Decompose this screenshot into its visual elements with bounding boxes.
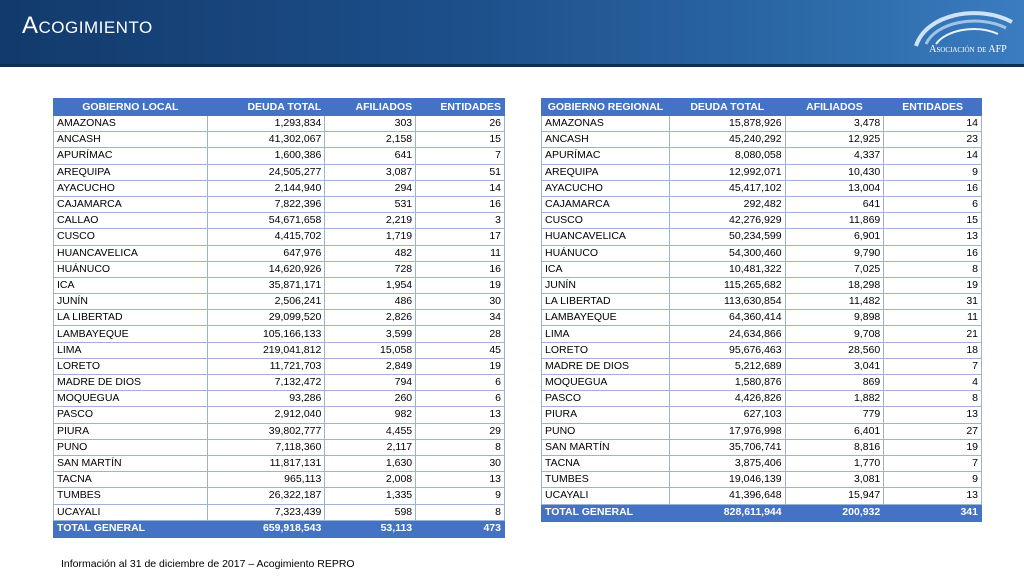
cell-entity: CAJAMARCA xyxy=(54,196,208,212)
cell-entity: LIMA xyxy=(54,342,208,358)
cell-affiliates: 869 xyxy=(785,375,884,391)
regional-table-body xyxy=(542,116,982,505)
cell-debt: 7,323,439 xyxy=(207,504,325,520)
table-row xyxy=(54,245,505,261)
cell-affiliates: 3,478 xyxy=(785,116,884,132)
cell-entity: HUANCAVELICA xyxy=(542,229,670,245)
cell-entities: 19 xyxy=(416,277,505,293)
table-row xyxy=(542,277,982,293)
cell-entity: HUÁNUCO xyxy=(54,261,208,277)
cell-entities: 29 xyxy=(416,423,505,439)
local-table-body xyxy=(54,116,505,521)
cell-debt: 7,132,472 xyxy=(207,375,325,391)
table-row xyxy=(54,277,505,293)
cell-entities: 34 xyxy=(416,310,505,326)
cell-entity: CAJAMARCA xyxy=(542,196,670,212)
column-header-debt: DEUDA TOTAL xyxy=(207,99,325,116)
table-row xyxy=(542,455,982,471)
total-row xyxy=(54,520,505,537)
cell-debt: 115,265,682 xyxy=(669,277,785,293)
table-header-row xyxy=(542,99,982,116)
cell-entities: 16 xyxy=(416,196,505,212)
table-header-row xyxy=(54,99,505,116)
cell-entity: TACNA xyxy=(54,472,208,488)
table-row xyxy=(54,116,505,132)
table-row xyxy=(542,439,982,455)
page-title: Acogimiento xyxy=(22,12,153,39)
table-row xyxy=(542,132,982,148)
cell-debt: 41,396,648 xyxy=(669,488,785,504)
table-row xyxy=(542,342,982,358)
cell-entities: 14 xyxy=(884,148,982,164)
cell-entity: ANCASH xyxy=(542,132,670,148)
cell-affiliates: 2,219 xyxy=(325,213,416,229)
cell-entity: LORETO xyxy=(54,358,208,374)
cell-entity: AREQUIPA xyxy=(542,164,670,180)
table-row xyxy=(54,358,505,374)
cell-entity: TUMBES xyxy=(54,488,208,504)
table-row xyxy=(54,455,505,471)
cell-affiliates: 4,455 xyxy=(325,423,416,439)
cell-debt: 24,634,866 xyxy=(669,326,785,342)
cell-entity: MADRE DE DIOS xyxy=(54,375,208,391)
cell-debt: 42,276,929 xyxy=(669,213,785,229)
cell-entities: 51 xyxy=(416,164,505,180)
column-header-entity: GOBIERNO REGIONAL xyxy=(542,99,670,116)
cell-entity: SAN MARTÍN xyxy=(54,455,208,471)
cell-entity: JUNÍN xyxy=(542,277,670,293)
table-row xyxy=(54,472,505,488)
cell-debt: 647,976 xyxy=(207,245,325,261)
cell-debt: 45,417,102 xyxy=(669,180,785,196)
table-row xyxy=(54,504,505,520)
header-bar xyxy=(0,0,1024,64)
cell-entity: UCAYALI xyxy=(54,504,208,520)
cell-entities: 17 xyxy=(416,229,505,245)
table-row xyxy=(54,164,505,180)
cell-entities: 13 xyxy=(884,407,982,423)
cell-entities: 13 xyxy=(884,229,982,245)
cell-entities: 45 xyxy=(416,342,505,358)
total-label: TOTAL GENERAL xyxy=(54,520,208,537)
cell-entities: 11 xyxy=(884,310,982,326)
table-row xyxy=(542,391,982,407)
cell-entity: CALLAO xyxy=(54,213,208,229)
cell-debt: 8,080,058 xyxy=(669,148,785,164)
cell-debt: 19,046,139 xyxy=(669,472,785,488)
cell-debt: 292,482 xyxy=(669,196,785,212)
cell-entity: LA LIBERTAD xyxy=(54,310,208,326)
cell-affiliates: 641 xyxy=(785,196,884,212)
cell-affiliates: 1,954 xyxy=(325,277,416,293)
cell-affiliates: 1,882 xyxy=(785,391,884,407)
column-header-entities: ENTIDADES xyxy=(884,99,982,116)
cell-affiliates: 794 xyxy=(325,375,416,391)
cell-debt: 3,875,406 xyxy=(669,455,785,471)
cell-entity: CUSCO xyxy=(54,229,208,245)
table-row xyxy=(54,407,505,423)
table-row xyxy=(542,245,982,261)
cell-affiliates: 3,081 xyxy=(785,472,884,488)
cell-affiliates: 8,816 xyxy=(785,439,884,455)
total-label: TOTAL GENERAL xyxy=(542,504,670,521)
cell-affiliates: 11,482 xyxy=(785,294,884,310)
cell-entity: PUNO xyxy=(54,439,208,455)
cell-entity: MOQUEGUA xyxy=(542,375,670,391)
cell-debt: 2,506,241 xyxy=(207,294,325,310)
cell-entities: 16 xyxy=(416,261,505,277)
cell-debt: 15,878,926 xyxy=(669,116,785,132)
cell-entities: 9 xyxy=(416,488,505,504)
cell-affiliates: 3,599 xyxy=(325,326,416,342)
cell-affiliates: 2,826 xyxy=(325,310,416,326)
table-row xyxy=(54,488,505,504)
footnote: Información al 31 de diciembre de 2017 – Acogimiento REPRO xyxy=(61,558,355,570)
cell-entity: HUÁNUCO xyxy=(542,245,670,261)
cell-entity: AREQUIPA xyxy=(54,164,208,180)
table-row xyxy=(542,472,982,488)
cell-affiliates: 482 xyxy=(325,245,416,261)
cell-debt: 41,302,067 xyxy=(207,132,325,148)
cell-affiliates: 7,025 xyxy=(785,261,884,277)
cell-debt: 7,118,360 xyxy=(207,439,325,455)
cell-entity: HUANCAVELICA xyxy=(54,245,208,261)
cell-affiliates: 15,947 xyxy=(785,488,884,504)
cell-affiliates: 6,901 xyxy=(785,229,884,245)
cell-debt: 54,671,658 xyxy=(207,213,325,229)
cell-entities: 15 xyxy=(884,213,982,229)
table-row xyxy=(54,180,505,196)
local-government-table xyxy=(53,98,505,538)
cell-entities: 11 xyxy=(416,245,505,261)
table-row xyxy=(54,391,505,407)
cell-entity: LORETO xyxy=(542,342,670,358)
table-row xyxy=(54,439,505,455)
table-row xyxy=(54,342,505,358)
cell-debt: 26,322,187 xyxy=(207,488,325,504)
cell-debt: 1,600,386 xyxy=(207,148,325,164)
total-debt: 659,918,543 xyxy=(207,520,325,537)
table-row xyxy=(542,488,982,504)
cell-entities: 19 xyxy=(884,439,982,455)
cell-affiliates: 1,719 xyxy=(325,229,416,245)
table-row xyxy=(54,148,505,164)
table-row xyxy=(542,180,982,196)
cell-entities: 8 xyxy=(884,261,982,277)
cell-entities: 21 xyxy=(884,326,982,342)
cell-entity: MADRE DE DIOS xyxy=(542,358,670,374)
cell-entities: 6 xyxy=(416,391,505,407)
table-row xyxy=(542,294,982,310)
cell-affiliates: 260 xyxy=(325,391,416,407)
total-debt: 828,611,944 xyxy=(669,504,785,521)
cell-affiliates: 303 xyxy=(325,116,416,132)
cell-debt: 1,293,834 xyxy=(207,116,325,132)
cell-affiliates: 3,041 xyxy=(785,358,884,374)
cell-debt: 627,103 xyxy=(669,407,785,423)
cell-affiliates: 15,058 xyxy=(325,342,416,358)
cell-affiliates: 486 xyxy=(325,294,416,310)
cell-entity: TACNA xyxy=(542,455,670,471)
total-entities: 341 xyxy=(884,504,982,521)
cell-entities: 8 xyxy=(416,439,505,455)
cell-affiliates: 1,770 xyxy=(785,455,884,471)
cell-affiliates: 982 xyxy=(325,407,416,423)
cell-entities: 7 xyxy=(884,358,982,374)
cell-affiliates: 28,560 xyxy=(785,342,884,358)
table-row xyxy=(54,132,505,148)
cell-entity: LAMBAYEQUE xyxy=(542,310,670,326)
cell-debt: 14,620,926 xyxy=(207,261,325,277)
cell-debt: 24,505,277 xyxy=(207,164,325,180)
cell-debt: 45,240,292 xyxy=(669,132,785,148)
table-row xyxy=(542,213,982,229)
cell-entity: CUSCO xyxy=(542,213,670,229)
cell-debt: 5,212,689 xyxy=(669,358,785,374)
cell-entity: LA LIBERTAD xyxy=(542,294,670,310)
column-header-entity: GOBIERNO LOCAL xyxy=(54,99,208,116)
cell-entities: 3 xyxy=(416,213,505,229)
cell-affiliates: 1,335 xyxy=(325,488,416,504)
table-row xyxy=(54,213,505,229)
regional-government-table xyxy=(541,98,982,522)
total-entities: 473 xyxy=(416,520,505,537)
cell-entity: AMAZONAS xyxy=(54,116,208,132)
cell-affiliates: 13,004 xyxy=(785,180,884,196)
cell-entities: 6 xyxy=(416,375,505,391)
cell-entity: ICA xyxy=(542,261,670,277)
cell-debt: 1,580,876 xyxy=(669,375,785,391)
cell-entity: PASCO xyxy=(542,391,670,407)
column-header-debt: DEUDA TOTAL xyxy=(669,99,785,116)
cell-entities: 27 xyxy=(884,423,982,439)
cell-entities: 14 xyxy=(884,116,982,132)
cell-entities: 15 xyxy=(416,132,505,148)
cell-entities: 23 xyxy=(884,132,982,148)
cell-entity: ANCASH xyxy=(54,132,208,148)
table-row xyxy=(542,148,982,164)
cell-debt: 11,817,131 xyxy=(207,455,325,471)
cell-debt: 965,113 xyxy=(207,472,325,488)
cell-entities: 16 xyxy=(884,245,982,261)
cell-affiliates: 779 xyxy=(785,407,884,423)
cell-entity: JUNÍN xyxy=(54,294,208,310)
cell-entities: 13 xyxy=(416,472,505,488)
table-row xyxy=(54,375,505,391)
cell-entity: PIURA xyxy=(542,407,670,423)
cell-debt: 11,721,703 xyxy=(207,358,325,374)
cell-entity: LAMBAYEQUE xyxy=(54,326,208,342)
table-row xyxy=(542,310,982,326)
table-row xyxy=(542,326,982,342)
cell-affiliates: 9,898 xyxy=(785,310,884,326)
cell-entities: 4 xyxy=(884,375,982,391)
cell-entity: APURÍMAC xyxy=(542,148,670,164)
cell-debt: 2,912,040 xyxy=(207,407,325,423)
cell-affiliates: 18,298 xyxy=(785,277,884,293)
cell-affiliates: 531 xyxy=(325,196,416,212)
cell-entities: 19 xyxy=(884,277,982,293)
cell-affiliates: 294 xyxy=(325,180,416,196)
cell-entities: 13 xyxy=(416,407,505,423)
cell-entity: SAN MARTÍN xyxy=(542,439,670,455)
cell-entities: 8 xyxy=(884,391,982,407)
logo-text: Asociación de AFP xyxy=(929,44,1007,55)
cell-entity: PIURA xyxy=(54,423,208,439)
cell-entity: PUNO xyxy=(542,423,670,439)
header-divider xyxy=(0,64,1024,67)
cell-debt: 113,630,854 xyxy=(669,294,785,310)
cell-entity: AYACUCHO xyxy=(542,180,670,196)
table-row xyxy=(54,326,505,342)
column-header-entities: ENTIDADES xyxy=(416,99,505,116)
cell-entity: ICA xyxy=(54,277,208,293)
total-affiliates: 53,113 xyxy=(325,520,416,537)
table-row xyxy=(54,196,505,212)
table-row xyxy=(542,407,982,423)
cell-debt: 39,802,777 xyxy=(207,423,325,439)
cell-entities: 30 xyxy=(416,294,505,310)
table-row xyxy=(54,423,505,439)
cell-affiliates: 6,401 xyxy=(785,423,884,439)
column-header-affiliates: AFILIADOS xyxy=(785,99,884,116)
table-row xyxy=(54,229,505,245)
total-row xyxy=(542,504,982,521)
cell-entities: 7 xyxy=(884,455,982,471)
cell-entities: 16 xyxy=(884,180,982,196)
cell-entities: 9 xyxy=(884,164,982,180)
cell-affiliates: 10,430 xyxy=(785,164,884,180)
column-header-affiliates: AFILIADOS xyxy=(325,99,416,116)
table-row xyxy=(54,310,505,326)
cell-entities: 18 xyxy=(884,342,982,358)
cell-affiliates: 728 xyxy=(325,261,416,277)
cell-debt: 4,415,702 xyxy=(207,229,325,245)
cell-debt: 54,300,460 xyxy=(669,245,785,261)
cell-debt: 35,871,171 xyxy=(207,277,325,293)
cell-affiliates: 598 xyxy=(325,504,416,520)
cell-entities: 14 xyxy=(416,180,505,196)
cell-debt: 12,992,071 xyxy=(669,164,785,180)
cell-entities: 31 xyxy=(884,294,982,310)
cell-affiliates: 9,708 xyxy=(785,326,884,342)
cell-debt: 4,426,826 xyxy=(669,391,785,407)
cell-debt: 7,822,396 xyxy=(207,196,325,212)
cell-entity: TUMBES xyxy=(542,472,670,488)
cell-affiliates: 641 xyxy=(325,148,416,164)
cell-affiliates: 3,087 xyxy=(325,164,416,180)
cell-affiliates: 9,790 xyxy=(785,245,884,261)
cell-affiliates: 2,008 xyxy=(325,472,416,488)
table-row xyxy=(542,116,982,132)
cell-entities: 30 xyxy=(416,455,505,471)
cell-debt: 64,360,414 xyxy=(669,310,785,326)
cell-debt: 95,676,463 xyxy=(669,342,785,358)
table-row xyxy=(54,294,505,310)
table-row xyxy=(542,358,982,374)
cell-affiliates: 2,117 xyxy=(325,439,416,455)
cell-entity: MOQUEGUA xyxy=(54,391,208,407)
cell-entity: APURÍMAC xyxy=(54,148,208,164)
table-row xyxy=(542,196,982,212)
cell-entity: UCAYALI xyxy=(542,488,670,504)
cell-debt: 50,234,599 xyxy=(669,229,785,245)
table-row xyxy=(54,261,505,277)
cell-affiliates: 4,337 xyxy=(785,148,884,164)
cell-entities: 28 xyxy=(416,326,505,342)
cell-entities: 13 xyxy=(884,488,982,504)
cell-debt: 29,099,520 xyxy=(207,310,325,326)
cell-entity: LIMA xyxy=(542,326,670,342)
cell-entities: 26 xyxy=(416,116,505,132)
cell-debt: 2,144,940 xyxy=(207,180,325,196)
cell-entity: AMAZONAS xyxy=(542,116,670,132)
cell-debt: 10,481,322 xyxy=(669,261,785,277)
cell-debt: 105,166,133 xyxy=(207,326,325,342)
cell-debt: 219,041,812 xyxy=(207,342,325,358)
table-row xyxy=(542,375,982,391)
cell-entities: 8 xyxy=(416,504,505,520)
cell-affiliates: 2,849 xyxy=(325,358,416,374)
cell-affiliates: 11,869 xyxy=(785,213,884,229)
cell-entity: AYACUCHO xyxy=(54,180,208,196)
cell-affiliates: 1,630 xyxy=(325,455,416,471)
cell-entities: 9 xyxy=(884,472,982,488)
cell-entities: 7 xyxy=(416,148,505,164)
table-row xyxy=(542,229,982,245)
cell-debt: 93,286 xyxy=(207,391,325,407)
cell-debt: 35,706,741 xyxy=(669,439,785,455)
cell-affiliates: 2,158 xyxy=(325,132,416,148)
total-affiliates: 200,932 xyxy=(785,504,884,521)
cell-entity: PASCO xyxy=(54,407,208,423)
cell-debt: 17,976,998 xyxy=(669,423,785,439)
table-row xyxy=(542,423,982,439)
table-row xyxy=(542,261,982,277)
cell-affiliates: 12,925 xyxy=(785,132,884,148)
cell-entities: 19 xyxy=(416,358,505,374)
cell-entities: 6 xyxy=(884,196,982,212)
table-row xyxy=(542,164,982,180)
